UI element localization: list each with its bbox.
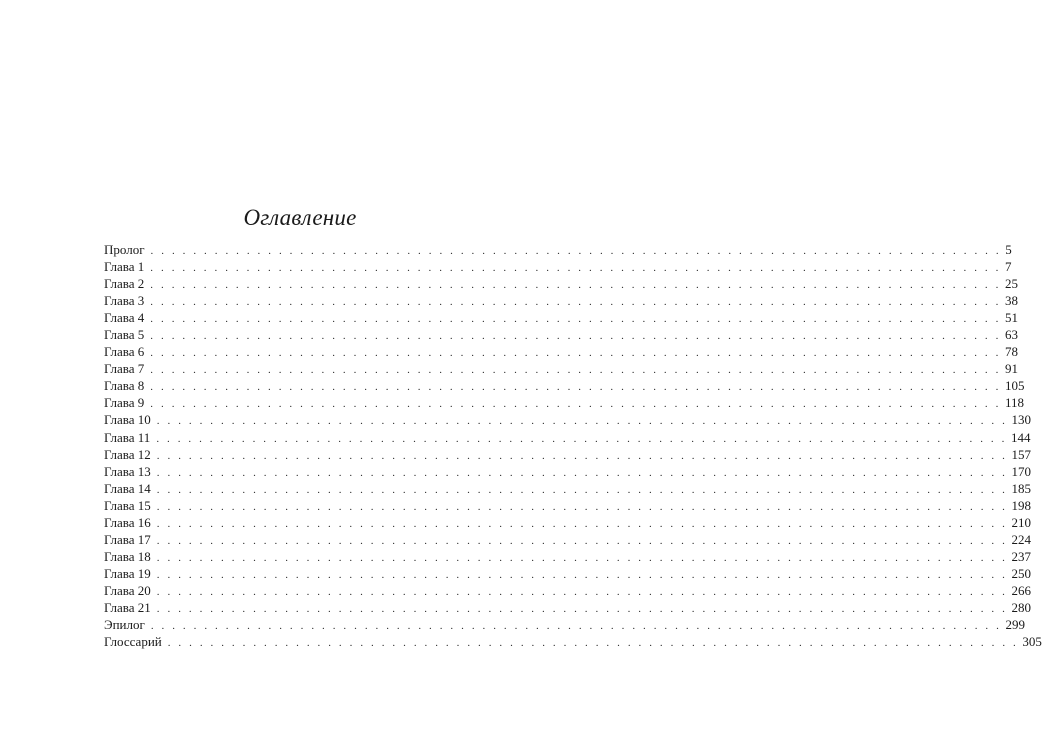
toc-entry-label: Глава 12 [104,446,151,462]
toc-dot-leader: . . . . . . . . . . . . . . . . . . . . . . . . . . . . . . . . . . . . . . . . . . . . . . . . . . . . . . . . . . . . . . . . . . . . . . . . . . . . . . . . [156,517,1008,530]
toc-dot-leader: . . . . . . . . . . . . . . . . . . . . . . . . . . . . . . . . . . . . . . . . . . . . . . . . . . . . . . . . . . . . . . . . . . . . . . . . . . . . . . . . [156,602,1008,615]
toc-entry-label: Глава 6 [104,344,145,360]
toc-entry-label: Глава 13 [104,463,151,479]
toc-entry [104,633,1042,650]
toc-entry-label: Глава 15 [104,497,151,513]
toc-entry-page-number: 157 [1011,446,1031,462]
toc-entry-label: Глава 19 [104,565,151,581]
toc-entry [104,394,1024,411]
toc-entry-page-number: 91 [1004,361,1018,377]
toc-entry-label: Глава 16 [104,514,151,530]
toc-entry [104,531,1031,548]
toc-dot-leader: . . . . . . . . . . . . . . . . . . . . . . . . . . . . . . . . . . . . . . . . . . . . . . . . . . . . . . . . . . . . . . . . . . . . . . . . . . . . . . . . [150,364,1001,377]
toc-entry [104,599,1031,616]
toc-entry-page-number: 5 [1005,242,1012,257]
toc-dot-leader: . . . . . . . . . . . . . . . . . . . . . . . . . . . . . . . . . . . . . . . . . . . . . . . . . . . . . . . . . . . . . . . . . . . . . . . . . . . . . . . . [150,279,1001,292]
toc-entry-label: Глава 2 [104,276,145,292]
toc-entry [104,292,1018,309]
toc-entry [104,275,1018,292]
toc-entry-page-number: 144 [1010,429,1031,445]
toc-entry-label: Глава 14 [104,480,151,496]
toc-entry-label: Глава 7 [104,361,145,377]
toc-entry-page-number: 224 [1011,531,1031,547]
toc-entry-page-number: 299 [1005,617,1025,633]
toc-entry-page-number: 7 [1004,259,1012,275]
toc-entry-page-number: 51 [1004,310,1018,326]
toc-dot-leader: . . . . . . . . . . . . . . . . . . . . . . . . . . . . . . . . . . . . . . . . . . . . . . . . . . . . . . . . . . . . . . . . . . . . . . . . . . . . . . . . [150,620,1002,633]
toc-entry-label: Глава 11 [104,429,151,445]
table-of-contents [104,241,1042,650]
toc-entry [104,463,1031,480]
toc-dot-leader: . . . . . . . . . . . . . . . . . . . . . . . . . . . . . . . . . . . . . . . . . . . . . . . . . . . . . . . . . . . . . . . . . . . . . . . . . . . . . . . . [156,466,1008,479]
toc-entry [104,429,1031,446]
toc-entry-page-number: 105 [1004,378,1025,394]
toc-dot-leader: . . . . . . . . . . . . . . . . . . . . . . . . . . . . . . . . . . . . . . . . . . . . . . . . . . . . . . . . . . . . . . . . . . . . . . . . . . . . . . . . [150,347,1001,360]
toc-entry-label: Глава 8 [104,378,145,394]
toc-entry-page-number: 118 [1004,395,1024,411]
toc-entry-page-number: 266 [1011,582,1031,598]
toc-entry-page-number: 185 [1011,480,1031,496]
toc-entry-page-number: 237 [1011,548,1031,564]
toc-entry-label: Пролог [104,242,145,257]
toc-dot-leader: . . . . . . . . . . . . . . . . . . . . . . . . . . . . . . . . . . . . . . . . . . . . . . . . . . . . . . . . . . . . . . . . . . . . . . . . . . . . . . . . [156,585,1008,598]
toc-dot-leader: . . . . . . . . . . . . . . . . . . . . . . . . . . . . . . . . . . . . . . . . . . . . . . . . . . . . . . . . . . . . . . . . . . . . . . . . . . . . . . . . [150,313,1001,326]
toc-entry-page-number: 25 [1004,276,1018,292]
toc-entry-page-number: 78 [1004,344,1018,360]
toc-entry [104,497,1031,514]
toc-dot-leader: . . . . . . . . . . . . . . . . . . . . . . . . . . . . . . . . . . . . . . . . . . . . . . . . . . . . . . . . . . . . . . . . . . . . . . . . . . . . . . . . [150,330,1001,343]
toc-entry [104,480,1031,497]
toc-entry [104,258,1012,275]
toc-entry-page-number: 210 [1011,514,1031,530]
toc-entry-page-number: 305 [1022,634,1042,650]
toc-dot-leader: . . . . . . . . . . . . . . . . . . . . . . . . . . . . . . . . . . . . . . . . . . . . . . . . . . . . . . . . . . . . . . . . . . . . . . . . . . . . . . . . [156,449,1008,462]
toc-entry-page-number: 250 [1011,565,1031,581]
toc-entry [104,309,1018,326]
toc-entry-label: Глава 21 [104,599,151,615]
toc-entry [104,360,1018,377]
toc-entry-label: Глава 10 [104,412,151,428]
toc-entry-page-number: 280 [1011,599,1031,615]
toc-entry-page-number: 170 [1011,463,1031,479]
toc-entry-label: Глава 5 [104,327,145,343]
toc-entry-label: Глоссарий [104,634,162,650]
toc-dot-leader: . . . . . . . . . . . . . . . . . . . . . . . . . . . . . . . . . . . . . . . . . . . . . . . . . . . . . . . . . . . . . . . . . . . . . . . . . . . . . . . . [156,415,1008,428]
toc-entry-label: Глава 1 [104,259,145,275]
toc-entry [104,326,1018,343]
toc-entry-label: Глава 18 [104,548,151,564]
toc-entry-label: Эпилог [104,617,145,633]
toc-entry [104,241,1012,258]
toc-dot-leader: . . . . . . . . . . . . . . . . . . . . . . . . . . . . . . . . . . . . . . . . . . . . . . . . . . . . . . . . . . . . . . . . . . . . . . . . . . . . . . . . [156,534,1008,547]
toc-dot-leader: . . . . . . . . . . . . . . . . . . . . . . . . . . . . . . . . . . . . . . . . . . . . . . . . . . . . . . . . . . . . . . . . . . . . . . . . . . . . . . . . [150,262,1001,275]
toc-entry [104,565,1031,582]
toc-dot-leader: . . . . . . . . . . . . . . . . . . . . . . . . . . . . . . . . . . . . . . . . . . . . . . . . . . . . . . . . . . . . . . . . . . . . . . . . . . . . . . . . [156,432,1007,445]
toc-entry-page-number: 38 [1004,293,1018,309]
toc-entry [104,343,1018,360]
toc-entry [104,446,1031,463]
toc-entry-page-number: 63 [1004,327,1018,343]
toc-title: Оглавление [243,205,357,230]
toc-entry-page-number: 130 [1011,412,1031,428]
toc-dot-leader: . . . . . . . . . . . . . . . . . . . . . . . . . . . . . . . . . . . . . . . . . . . . . . . . . . . . . . . . . . . . . . . . . . . . . . . . . . . . . . . . [167,637,1019,650]
toc-dot-leader: . . . . . . . . . . . . . . . . . . . . . . . . . . . . . . . . . . . . . . . . . . . . . . . . . . . . . . . . . . . . . . . . . . . . . . . . . . . . . . . . [150,381,1001,394]
toc-dot-leader: . . . . . . . . . . . . . . . . . . . . . . . . . . . . . . . . . . . . . . . . . . . . . . . . . . . . . . . . . . . . . . . . . . . . . . . . . . . . . . . . [156,500,1008,513]
toc-entry-label: Глава 17 [104,531,151,547]
toc-entry-label: Глава 4 [104,310,145,326]
toc-entry [104,514,1031,531]
toc-dot-leader: . . . . . . . . . . . . . . . . . . . . . . . . . . . . . . . . . . . . . . . . . . . . . . . . . . . . . . . . . . . . . . . . . . . . . . . . . . . . . . . . [156,551,1008,564]
toc-entry-label: Глава 9 [104,395,145,411]
toc-dot-leader: . . . . . . . . . . . . . . . . . . . . . . . . . . . . . . . . . . . . . . . . . . . . . . . . . . . . . . . . . . . . . . . . . . . . . . . . . . . . . . . . [150,398,1001,411]
toc-entry [104,548,1031,565]
toc-entry [104,582,1031,599]
toc-entry [104,377,1025,394]
toc-entry-label: Глава 20 [104,582,151,598]
toc-dot-leader: . . . . . . . . . . . . . . . . . . . . . . . . . . . . . . . . . . . . . . . . . . . . . . . . . . . . . . . . . . . . . . . . . . . . . . . . . . . . . . . . [156,483,1008,496]
toc-dot-leader: . . . . . . . . . . . . . . . . . . . . . . . . . . . . . . . . . . . . . . . . . . . . . . . . . . . . . . . . . . . . . . . . . . . . . . . . . . . . . . . . [156,568,1008,581]
toc-dot-leader: . . . . . . . . . . . . . . . . . . . . . . . . . . . . . . . . . . . . . . . . . . . . . . . . . . . . . . . . . . . . . . . . . . . . . . . . . . . . . . . . [150,245,1002,257]
toc-entry [104,411,1031,428]
toc-dot-leader: . . . . . . . . . . . . . . . . . . . . . . . . . . . . . . . . . . . . . . . . . . . . . . . . . . . . . . . . . . . . . . . . . . . . . . . . . . . . . . . . [150,296,1001,309]
toc-entry-page-number: 198 [1011,497,1031,513]
toc-entry [104,616,1025,633]
toc-entry-label: Глава 3 [104,293,145,309]
